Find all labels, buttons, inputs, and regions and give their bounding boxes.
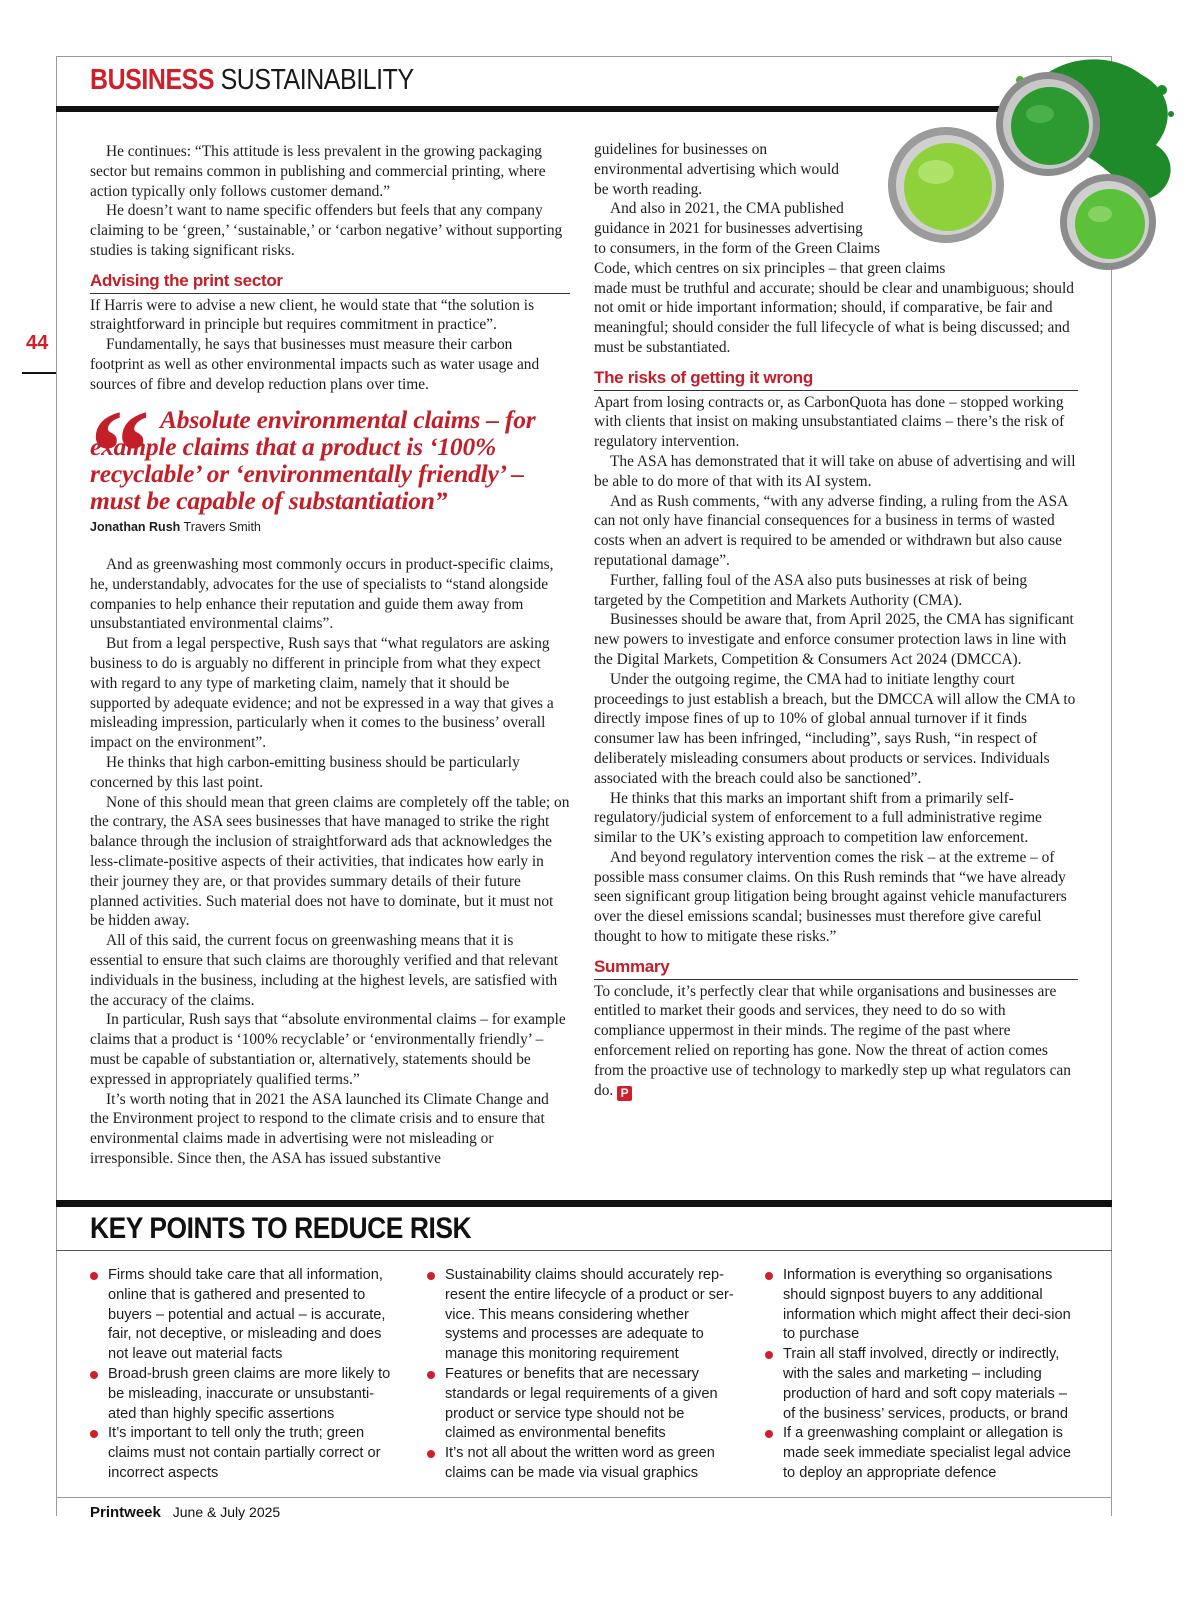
paragraph: All of this said, the current focus on greenwashing means that it is essential to ensure that such claims are thoroughly verified and that relevant individuals in the business, including at the highest levels, are satisfied with the accuracy of the claims.: [90, 932, 558, 1009]
paragraph: And as greenwashing most commonly occurs in product-specific claims, he, understandably, advocates for the use of specialists to “stand alongside companies to help enhance their reputation and guide them away from unsubstantiated environmental claims”.: [90, 556, 554, 633]
key-point-item: Features or benefits that are necessary standards or legal requirements of a given product or service type should not be claimed as environmental benefits: [427, 1365, 737, 1444]
quote-mark-icon: “: [90, 385, 150, 518]
key-point-item: Information is everything so organisations should signpost buyers to any additional information which might affect their deci-sion to purchase: [765, 1266, 1077, 1345]
pull-quote: [90, 385, 580, 534]
footer: [90, 1504, 280, 1521]
summary-text: To conclude, it’s perfectly clear that while organisations and businesses are entitled to market their goods and services, they need to do so with compliance uppermost in their minds. The regime of the past where enforcement relied on reporting has gone. Now the threat of action comes from the proactive use of technology to markedly step up what regulators can do.: [594, 982, 1071, 1099]
paragraph: If Harris were to advise a new client, he would state that “the solution is straightforward in principle but requires commitment in practice”.: [90, 296, 535, 334]
paragraph: Fundamentally, he says that businesses must measure their carbon footprint as well as other environmental impacts such as water usage and sources of fibre and develop reduction plans over time.: [90, 336, 540, 393]
text-line: to consumers, in the form of the Green Claims: [594, 239, 880, 257]
text-line: environmental advertising which would: [594, 160, 839, 178]
page-frame-left: [56, 56, 57, 1516]
key-points-rule: [56, 1200, 1112, 1207]
key-points-title: KEY POINTS TO REDUCE RISK: [90, 1212, 472, 1245]
text-line: Code, which centres on six principles – that green claims: [594, 259, 946, 277]
key-point-item: Firms should take care that all information, online that is gathered and presented to buyers – potential and actual – is accurate, fair, not deceptive, or misleading and does not leave out material facts: [90, 1266, 400, 1365]
paragraph: The ASA has demonstrated that it will take on abuse of advertising and will be able to do more of that with its AI system.: [594, 452, 1076, 490]
paragraph: He doesn’t want to name specific offenders but feels that any company claiming to be ‘green,’ ‘sustainable,’ or ‘carbon negative’ without supporting studies is taking significant risks.: [90, 202, 563, 259]
right-column: [594, 140, 1078, 1101]
key-point-item: Broad-brush green claims are more likely to be misleading, inaccurate or unsubstanti-ated than highly specific assertions: [90, 1365, 400, 1424]
page-number: 44: [26, 332, 49, 354]
paragraph: It’s worth noting that in 2021 the ASA launched its Climate Change and the Environment project to respond to the climate crisis and to ensure that environmental claims made in advertising were not misleading or irresponsible. Since then, the ASA has issued substantive: [90, 1090, 549, 1167]
paragraph: And as Rush comments, “with any adverse finding, a ruling from the ASA can not only have financial consequences for a business in terms of wasted costs when an advert is required to be amended or withdrawn but also cause reputational damage”.: [594, 492, 1068, 569]
paragraph: And beyond regulatory intervention comes the risk – at the extreme – of possible mass consumer claims. On this Rush reminds that “we have already seen significant group litigation being brought against vehicle manufacturers over the diesel emissions scandal; businesses must therefore give careful thought to how to mitigate these risks.”: [594, 848, 1067, 946]
key-point-item: It’s not all about the written word as green claims can be made via visual graphics: [427, 1444, 737, 1484]
text-line: guidelines for businesses on: [594, 141, 768, 158]
printweek-end-mark-icon: P: [617, 1086, 632, 1101]
footer-rule: [56, 1497, 1112, 1498]
key-points-column-3: [765, 1266, 1077, 1484]
text-line: guidance in 2021 for businesses advertising: [594, 220, 863, 238]
subhead-risks: The risks of getting it wrong: [594, 368, 1078, 391]
key-points-divider: [56, 1250, 1112, 1251]
subhead-advising: Advising the print sector: [90, 271, 570, 294]
paragraph: Apart from losing contracts or, as CarbonQuota has done – stopped working with clients that insist on making unsubstantiated claims – there’s the risk of regulatory intervention.: [594, 393, 1065, 451]
section-header: [90, 64, 414, 97]
pull-quote-text: Absolute environmental claims – for example claims that a product is ‘100% recyclable’ or ‘environmentally friendly’ – must be capable of substantiation”: [90, 405, 536, 515]
footer-brand: Printweek: [90, 1504, 161, 1521]
paragraph: Under the outgoing regime, the CMA had to initiate lengthy court proceedings to just establish a breach, but the DMCCA will allow the CMA to directly impose fines of up to 10% of global annual turnover if it finds consumer law has been infringed, “including”, says Rush, “in respect of deliberately misleading consumers about products or services. Individuals associated with the breach could also be sanctioned”.: [594, 670, 1076, 787]
paragraph: None of this should mean that green claims are completely off the table; on the contrary, the ASA sees businesses that have managed to strike the right balance through the inclusion of straightforward ads that acknowledges the less-climate-positive aspects of their activities, that indicates how early in their journey they are, or that provides summary details of their future planned activities. Such material does not have to dominate, but it must not be hidden away.: [90, 793, 570, 930]
quote-author: Jonathan Rush: [90, 520, 181, 534]
paragraph: In particular, Rush says that “absolute environmental claims – for example claims that a product is ‘100% recyclable’ or ‘environmentally friendly’ – must be capable of substantiation or, alternatively, statements should be expressed in appropriately qualified terms.”: [90, 1011, 566, 1088]
key-point-item: It’s important to tell only the truth; green claims must not contain partially correct or incorrect aspects: [90, 1424, 400, 1483]
paragraph: He thinks that high carbon-emitting business should be particularly concerned by this last point.: [90, 753, 520, 791]
paragraph: But from a legal perspective, Rush says that “what regulators are asking business to do is arguably no different in principle from what they expect with regard to any type of marketing claim, namely that it should be supported by adequate evidence; and not be expressed in a way that gives a misleading impression, particularly when it comes to the business’ overall impact on the environment”.: [90, 635, 554, 752]
key-point-item: Train all staff involved, directly or indirectly, with the sales and marketing – including production of hard and soft copy materials – of the business’ services, products, or brand: [765, 1345, 1077, 1424]
page-number-rule: [22, 372, 56, 374]
section-label: BUSINESS: [90, 64, 215, 96]
paragraph: He continues: “This attitude is less prevalent in the growing packaging sector but remains common in publishing and commercial printing, where action typically only follows customer demand.”: [90, 143, 546, 200]
quote-organisation: Travers Smith: [183, 520, 261, 534]
key-points-column-1: [90, 1266, 400, 1484]
key-point-item: If a greenwashing complaint or allegation is made seek immediate specialist legal advice to deploy an appropriate defence: [765, 1424, 1077, 1483]
summary-paragraph: [594, 982, 1078, 1101]
footer-issue: June & July 2025: [172, 1504, 281, 1520]
paragraph: Further, falling foul of the ASA also puts businesses at risk of being targeted by the Competition and Markets Authority (CMA).: [594, 571, 1028, 609]
subsection-label: SUSTAINABILITY: [220, 64, 414, 96]
key-point-item: Sustainability claims should accurately rep-resent the entire lifecycle of a product or ser-vice. This means considering whether systems and processes are adequate to manage this monitoring requirement: [427, 1266, 737, 1365]
text-line: And also in 2021, the CMA published: [610, 200, 844, 218]
page-frame-right: [1111, 56, 1112, 1516]
text-line: be worth reading.: [594, 180, 703, 198]
paragraph: made must be truthful and accurate; should be clear and unambiguous; should not omit or hide important information; should, if comparative, be fair and meaningful; should consider the full lifecycle of what is being discussed; and must be substantiated.: [594, 279, 1074, 356]
key-points-column-2: [427, 1266, 737, 1484]
left-column-top: [90, 142, 570, 395]
paragraph: Businesses should be aware that, from April 2025, the CMA has significant new powers to investigate and enforce consumer protection laws in line with the Digital Markets, Competition & Consumers Act 2024 (DMCCA).: [594, 611, 1074, 668]
left-column-bottom: [90, 555, 570, 1169]
paragraph: He thinks that this marks an important shift from a primarily self-regulatory/judicial system of enforcement to a full administrative regime similar to the UK’s existing approach to competition law enforcement.: [594, 789, 1042, 847]
pull-quote-attribution: [90, 520, 580, 534]
subhead-summary: Summary: [594, 957, 1078, 980]
